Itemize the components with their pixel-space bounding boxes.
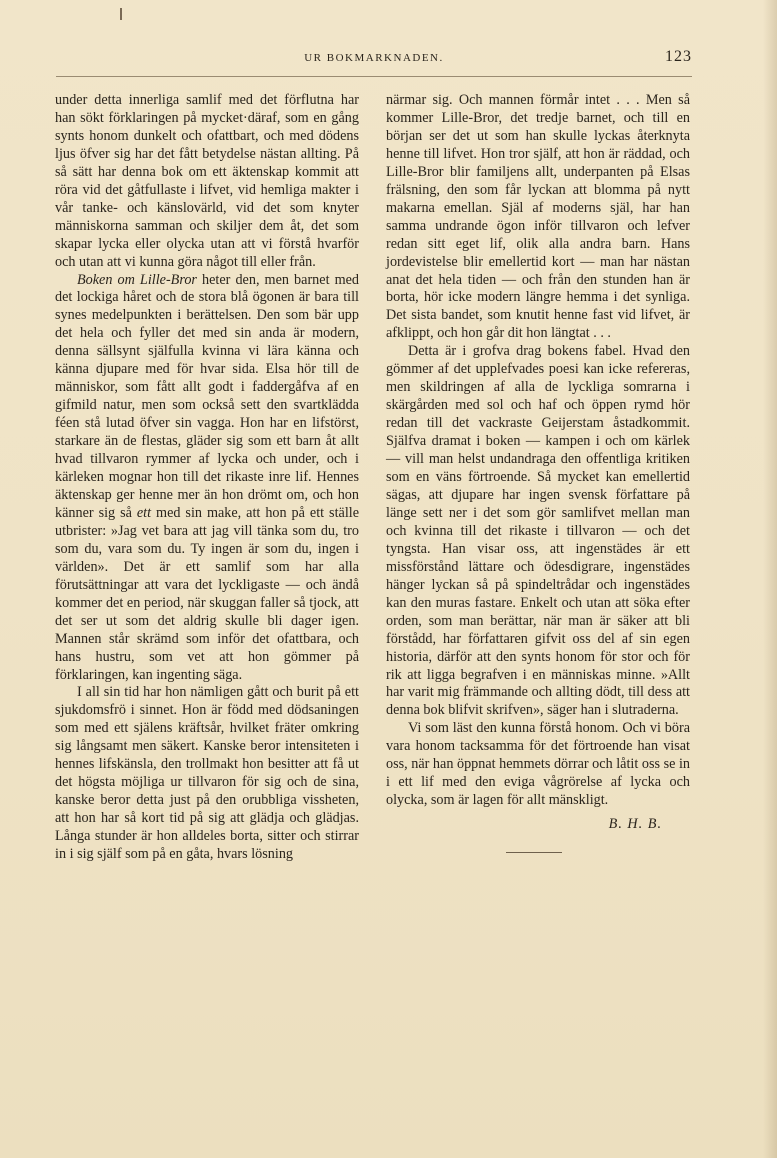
book-title: Boken om Lille-Bror — [77, 271, 197, 288]
header-rule — [56, 76, 692, 77]
end-rule — [506, 852, 562, 853]
left-paragraph-1: under detta innerliga samlif med det förflutna har han sökt förklaringen på mycket·däraf, som en gång synts honom dunkelt och ofattbart, och med dödens ljus öfver sig har det fått betydelse nästan allting. På så sätt har denna bok om ett äktenskap kommit att röra vid det gåtfullaste i lifvet, vid hemliga makter i vår tanke- och känslovärld, vid det som knyter människorna samman och skiljer dem åt, det som skapar lycka eller olycka utan att vi förstå hvarför och utan att vi kunna göra något till eller från. — [55, 92, 359, 270]
print-mark — [120, 8, 122, 20]
page-header — [56, 50, 692, 72]
emphasized-word: ett — [136, 504, 152, 521]
running-head: UR BOKMARKNADEN. — [304, 52, 444, 64]
left-paragraph-2-text-b: med sin make, att hon på ett ställe utbrister: »Jag vet bara att jag vill tänka som du, tro som du, vara som du. Ty ingen är som du, ingen i världen». Det är ett samlif som har alla förutsättningar att vara det lyckligaste — och ändå kommer det en period, när skuggan faller så tjock, att det ser ut som det aldrig skulle bli dager igen. Mannen står skrämd som inför det ofattbara, och hans hustru, som vet att hon gömmer på förklaringen, kan ingenting säga. — [55, 504, 359, 683]
left-paragraph-3: I all sin tid har hon nämligen gått och burit på ett sjukdomsfrö i sinnet. Hon är född med dödsaningen som med ett själens kräftsår, hvilket fräter omkring sig långsamt men säkert. Kanske beror intensiteten i hennes lifskänsla, den trollmakt hon besitter att få ut det högsta möjliga ur tillvaron för sig och de sina, kanske beror detta just på den orubbliga vissheten, att hon har så kort tid på sig att glädja och glädjas. Långa stunder är hon alldeles borta, sitter och stirrar in i sig själf som på en gåta, hvars lösning — [55, 684, 359, 863]
right-column — [386, 92, 690, 853]
right-paragraph-3: Vi som läst den kunna förstå honom. Och vi böra vara honom tacksamma för det förtroende han visat oss, när han öppnat hemmets dörrar och låtit oss se in i ett lif med den eviga vågrörelse af lycka och olycka, som är lagen för allt mänskligt. — [386, 720, 690, 809]
page-fold-shadow — [763, 0, 777, 1158]
page-number: 123 — [665, 48, 692, 65]
right-paragraph-2: Detta är i grofva drag bokens fabel. Hvad den gömmer af det upplefvades poesi kan icke refereras, men skildringen af alla de lyckliga somrarna i skärgården med sol och haf och öppen rymd hör redan till det vackraste Geijerstam åstadkommit. Själfva dramat i boken — kampen i och om kärlek — vill man helst undandraga den offentliga kritiken som en väns förtroende. Så mycket kan emellertid sägas, att djupare har ingen svensk författare på länge sett ner i det som gör samlifvet mellan man och kvinna till det rikaste i tillvaron — och det tyngsta. Han visar oss, att ingenstädes är ett missförstånd lättare och ödesdigrare, ingenstädes hänger lyckan så på spindeltrådar och ingenstädes kan den muras fastare. Enkelt och utan att söka efter orden, som man berättar, när man är säker att bli förstådd, har författaren gifvit oss del af sin egen historia, därför att den synts honom för stor och för rik att ligga begrafven i en människas minne. »Allt har varit mig främmande och allting dödt, till dess att denna bok blifvit skrifven», säger han i slutraderna. — [386, 343, 690, 719]
author-signature: B. H. B. — [608, 816, 662, 833]
left-paragraph-2-text-a: heter den, men barnet med det lockiga håret och de stora blå ögonen är bara till synes medelpunkten i berättelsen. Den som bär upp det hela och fyller det med sin anda är modern, denna sällsynt själfulla kvinna vi lära känna och känna djupare med för hvar sida. Elsa hör till de människor, som fått allt godt i faddergåfva af en gifmild natur, men som också sett den svartklädda féen stå lutad öfver sin vagga. Hon har en lifstörst, starkare än de flestas, gläder sig som ett barn åt allt hvad tillvaron rymmer af lycka och under, och i kärleken mognar hon till det rikaste inre lif. Hennes äktenskap ger henne mer än hon drömt om, och hon känner sig så — [55, 271, 360, 521]
left-paragraph-2 — [55, 272, 359, 685]
right-paragraph-1: närmar sig. Och mannen förmår intet . . . Men så kommer Lille-Bror, det tredje barnet, och till en början ser det ut som han skulle lyckas återknyta henne till lifvet. Hon tror själf, att hon är räddad, och Lille-Bror blir familjens allt, underpanten på Elsas frälsning, den som får lyckan att blomma på nytt makarna emellan. Själ af moderns själ, har han samma undrande ögon inför tillvaron och lefver redan sitt eget lif, olik alla andra barn. Hans jordevistelse blir emellertid kort — man har nästan anat det hela tiden — och från den stunden han är borta, hör icke modern längre hemma i det synliga. Det sista bandet, som knutit henne fast vid lifvet, är afklippt, och hon går dit hon längtat . . . — [386, 92, 690, 342]
left-column — [55, 92, 359, 864]
